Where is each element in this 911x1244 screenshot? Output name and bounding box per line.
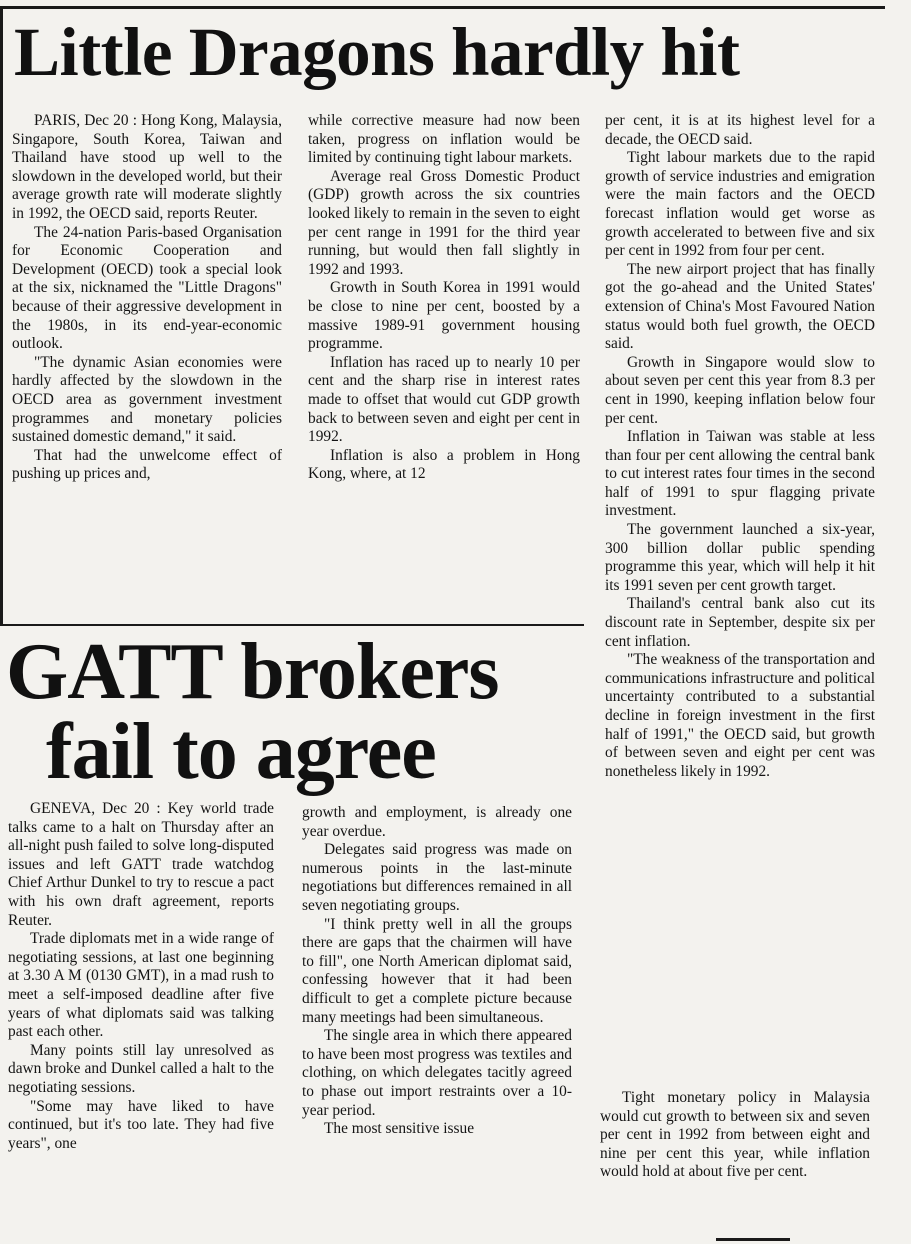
story1-para: That had the unwelcome effect of pushing up prices and, [12,446,282,483]
story1-para: Growth in South Korea in 1991 would be close to nine per cent, boosted by a massive 1989-91 government housing programme. [308,279,580,353]
story2-para: growth and employment, is already one year overdue. [302,804,572,840]
story1-para: Tight monetary policy in Malaysia would cut growth to between six and seven per cent in 1992 from between eight and nine per cent this year, while inflation would hold at about five per cent. [600,1089,870,1181]
story1-para: The new airport project that has finally got the go-ahead and the United States' extension of China's Most Favoured Nation status would both fuel growth, the OECD said. [605,260,875,353]
story1-para: PARIS, Dec 20 : Hong Kong, Malaysia, Singapore, South Korea, Taiwan and Thailand have stood up well to the slowdown in the developed world, but their average growth rate will moderate slightly in 1992, the OECD said, reports Reuter. [12,112,282,222]
story2-para: The most sensitive issue [324,1120,475,1138]
story2-para: Delegates said progress was made on numerous points in the last-minute negotiations but differences remained in all seven negotiating groups. [302,841,572,914]
story2-headline-line1: GATT brokers [6,628,499,716]
left-border [0,6,3,626]
story1-para: Thailand's central bank also cut its discount rate in September, despite six per cent inflation. [605,595,875,650]
story2-headline-line2: fail to agree [46,708,436,796]
story1-column-3 [605,112,875,1076]
story1-column-3-end [600,1089,870,1221]
story1-para: Average real Gross Domestic Product (GDP) growth across the six countries looked likely to remain in the seven to eight per cent range in 1991 for the third year running, but would then fall slightly in 1992 and 1993. [308,167,580,278]
story1-para: Growth in Singapore would slow to about seven per cent this year from 8.3 per cent in 1990, keeping inflation below four per cent. [605,353,875,427]
story1-para: while corrective measure had now been taken, progress on inflation would be limited by continuing tight labour markets. [308,112,580,167]
story2-para: Many points still lay unresolved as dawn broke and Dunkel called a halt to the negotiating sessions. [8,1041,274,1096]
story2-para: "I think pretty well in all the groups there are gaps that the chairmen will have to fill", one North American diplomat said, confessing however that it had been difficult to get a complete picture because many meetings had been simultaneous. [302,915,572,1026]
story2-para: The single area in which there appeared to have been most progress was textiles and clothing, on which delegates tacitly agreed to phase out import restraints over a 10-year period. [302,1027,572,1119]
story1-para: Tight labour markets due to the rapid growth of service industries and emigration were the main factors and the OECD forecast inflation would get worse as growth accelerated to between five and six per cent in 1992 from four per cent. [605,149,875,260]
story1-column-1 [12,112,282,624]
story1-para: per cent, it is at its highest level for a decade, the OECD said. [605,112,875,148]
story-divider [0,624,584,626]
story1-para: "The weakness of the transportation and communications infrastructure and political uncertainty contributed to a substantial decline in foreign investment in the first half of 1991," the OECD said, but growth of between seven and eight per cent was nonetheless likely in 1992. [605,651,875,780]
story1-para: The 24-nation Paris-based Organisation for Economic Cooperation and Development (OECD) took a special look at the six, nicknamed the "Little Dragons" because of their aggressive development in the 1980s, in its end-year-economic outlook. [12,223,282,353]
story2-para: GENEVA, Dec 20 : Key world trade talks came to a halt on Thursday after an all-night push failed to solve long-disputed issues and left GATT trade watchdog Chief Arthur Dunkel to try to rescue a pact with his own draft agreement, reports Reuter. [8,800,274,929]
story1-headline: Little Dragons hardly hit [14,14,740,90]
top-rule [0,6,885,9]
story2-para: "Some may have liked to have continued, but it's too late. They had five years", one [8,1097,274,1152]
story1-para: The government launched a six-year, 300 billion dollar public spending programme this year, which will help it hit its 1991 seven per cent growth target. [605,521,875,594]
story2-column-1 [8,800,274,1244]
story1-para: Inflation is also a problem in Hong Kong, where, at 12 [308,446,580,483]
story1-column-2 [308,112,580,624]
story2-para: Trade diplomats met in a wide range of negotiating sessions, at last one beginning at 3.30 A M (0130 GMT), in a mad rush to meet a self-imposed deadline after five years of what diplomats said was talking past each other. [8,930,274,1041]
story1-para: Inflation has raced up to nearly 10 per cent and the sharp rise in interest rates made to offset that would cut GDP growth back to between seven and eight per cent in 1992. [308,353,580,446]
story2-column-2 [302,804,572,1244]
story1-para: "The dynamic Asian economies were hardly affected by the slowdown in the OECD area as government investment programmes and monetary policies sustained domestic demand," it said. [12,353,282,446]
story1-para: Inflation in Taiwan was stable at less than four per cent allowing the central bank to cut interest rates four times in the second half of 1991 to spur flagging private investment. [605,428,875,520]
end-rule [716,1238,790,1241]
